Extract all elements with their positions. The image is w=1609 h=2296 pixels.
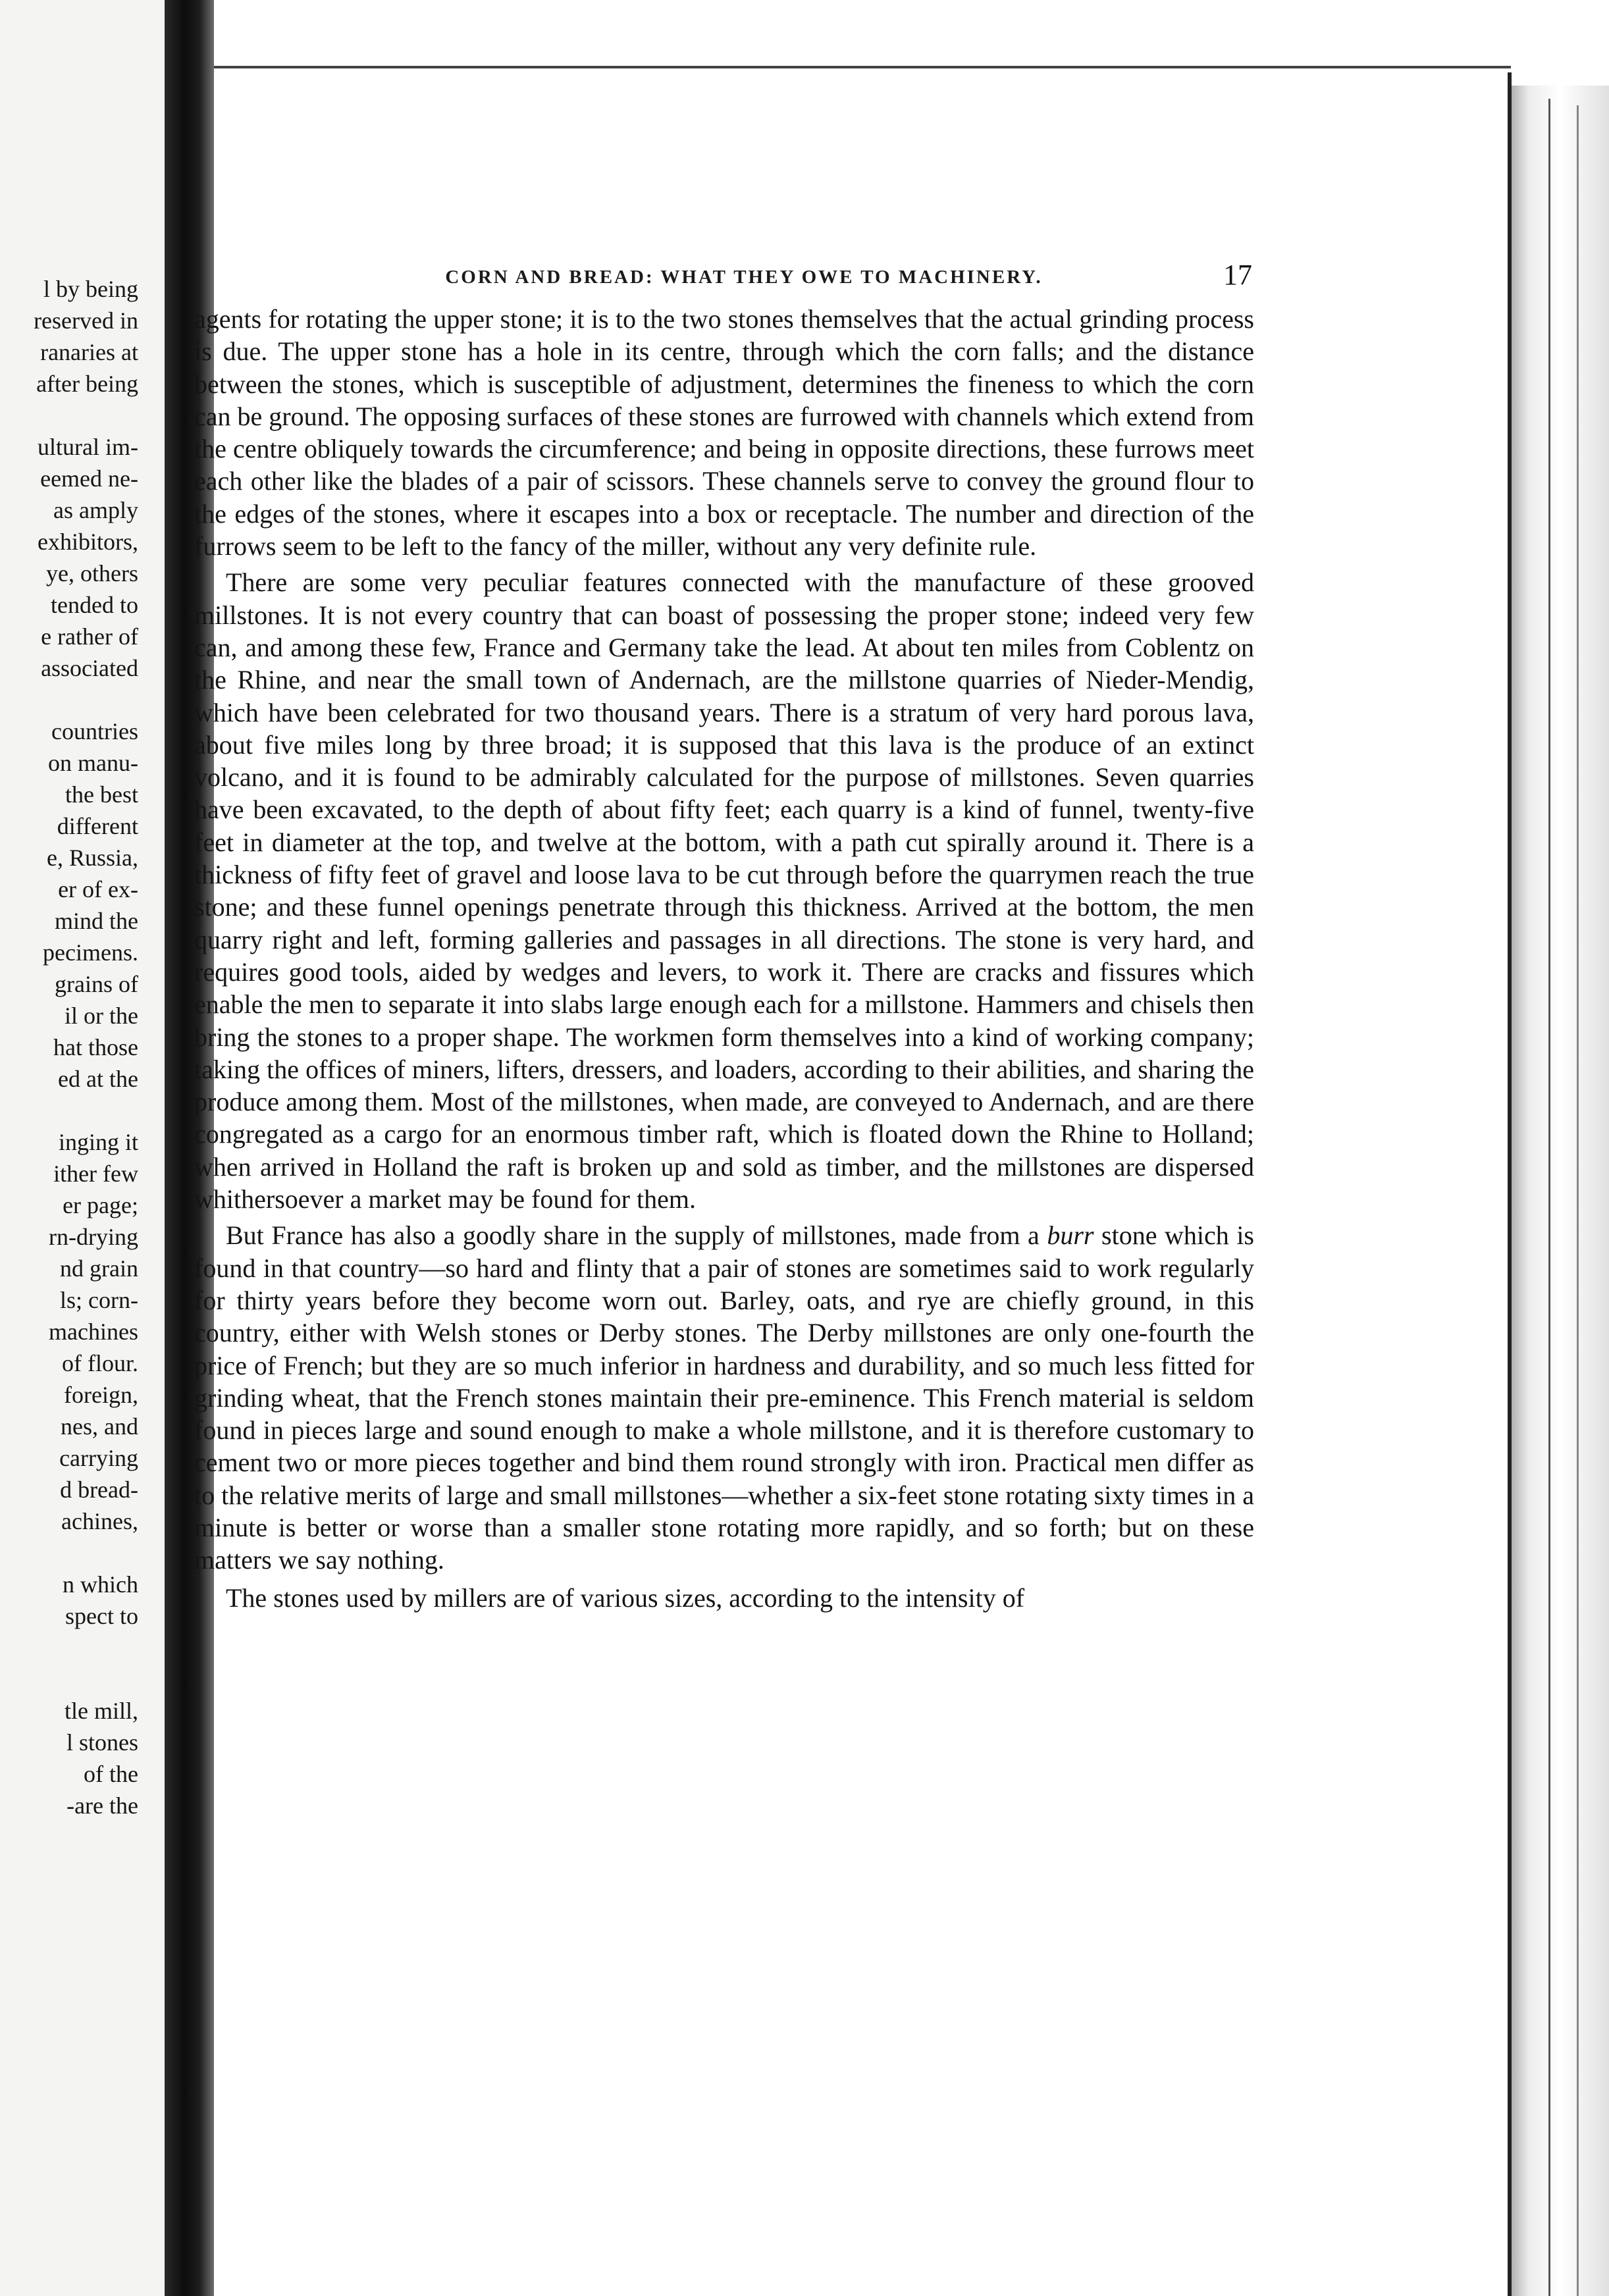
body-text [194, 303, 1254, 1618]
left-page-line: n which [63, 1571, 138, 1598]
left-page-line: hat those [53, 1034, 138, 1060]
left-page-line: l stones [66, 1729, 138, 1756]
left-page-line: countries [51, 718, 138, 744]
left-page-line: on manu- [48, 750, 138, 776]
left-page-gap [0, 1095, 138, 1126]
page-edge-line [1548, 99, 1550, 2296]
left-page-line: carrying [59, 1445, 138, 1471]
left-page-fragment [0, 0, 165, 2296]
left-page-line: l by being [43, 276, 138, 302]
paragraph-text: stone which is found in that country—so hard and flinty that a pair of stones are sometimes said to work regularly for thirty years before they become worn out. Barley, oats, and rye are chiefly ground, in this country, either with Welsh stones or Derby stones. The Derby millstones are only one-fourth the price of French; but they are so much inferior in hardness and durability, and so much less fitted for grinding wheat, that the French stones maintain their pre-eminence. This French material is seldom found in pieces large and sound enough to make a whole millstone, and it is therefore customary to cement two or more pieces together and bind them round strongly with iron. Practical men differ as to the relative merits of large and small millstones—whether a six-feet stone rotating sixty times in a minute is better or worse than a smaller stone rotating more rapidly, and so forth; but on these matters we say nothing. [194, 1220, 1255, 1575]
left-page-line: er page; [63, 1192, 138, 1218]
page-number: 17 [1223, 259, 1252, 291]
left-page-line: ed at the [58, 1066, 138, 1092]
left-page-line: of flour. [62, 1350, 138, 1376]
page-edge-line [1508, 72, 1512, 2296]
left-page-line: inging it [58, 1129, 138, 1155]
left-page-line: er of ex- [58, 876, 138, 902]
left-page-line: tle mill, [65, 1698, 138, 1724]
italic-term: burr [1047, 1220, 1094, 1251]
left-page-line: associated [41, 655, 138, 681]
paragraph-text: But France has also a goodly share in the supply of millstones, made from a [226, 1220, 1040, 1251]
left-page-line: grains of [55, 971, 138, 997]
left-page-line: ls; corn- [60, 1287, 138, 1313]
left-page-line: foreign, [64, 1382, 138, 1408]
left-page-line: eemed ne- [40, 465, 138, 492]
paragraph: There are some very peculiar features connected with the manufacture of these grooved millstones. It is not every country that can boast of possessing the proper stone; indeed very few can, and among these few, France and Germany take the lead. At about ten miles from Coblentz on the Rhine, and near the small town of Andernach, are the millstone quarries of Nieder-Mendig, which have been celebrated for two thousand years. There is a stratum of very hard porous lava, about five miles long by three broad; it is supposed that this lava is the produce of an extinct volcano, and it is found to be admirably calculated for the purpose of millstones. Seven quarries have been excavated, to the depth of about fifty feet; each quarry is a kind of funnel, twenty-five feet in diameter at the top, and twelve at the bottom, with a path cut spirally around it. There is a thickness of fifty feet of gravel and loose lava to be cut through before the quarrymen reach the true stone; and these funnel openings penetrate through this thickness. Arrived at the bottom, the men quarry right and left, forming galleries and passages in all directions. The stone is very hard, and requires good tools, aided by wedges and levers, to work it. There are cracks and fissures which enable the men to separate it into slabs large enough each for a millstone. Hammers and chisels then bring the stones to a proper shape. The workmen form themselves into a kind of working company; taking the offices of miners, lifters, dressers, and loaders, according to their abilities, and sharing the produce among them. Most of the millstones, when made, are conveyed to Andernach, and are there congregated as a cargo for an enormous timber raft, which is floated down the Rhine to Holland; when arrived in Holland the raft is broken up and sold as timber, and the millstones are dispersed whithersoever a market may be found for them. [194, 567, 1254, 1214]
left-page-line: e rather of [41, 623, 138, 650]
left-page-line: il or the [65, 1003, 138, 1029]
left-page-line: pecimens. [43, 939, 138, 966]
left-page-line: d bread- [60, 1476, 138, 1503]
left-page-line: rn-drying [49, 1224, 138, 1250]
right-page-edges [1511, 86, 1609, 2296]
running-head: CORN AND BREAD: WHAT THEY OWE TO MACHINERY. [445, 267, 1043, 288]
left-page-line: mind the [55, 908, 138, 934]
left-page-line: the best [65, 781, 138, 808]
left-page-line: after being [36, 371, 138, 397]
page-top-edge [214, 66, 1511, 68]
left-page-gap [0, 400, 138, 431]
paragraph [194, 1219, 1254, 1576]
left-page-gap [0, 1632, 138, 1663]
left-page-gap [0, 1663, 138, 1695]
paragraph: The stones used by millers are of various sizes, according to the intensity of [226, 1582, 1025, 1613]
left-page-line: of the [84, 1761, 138, 1787]
left-page-line: achines, [61, 1508, 138, 1534]
left-page-line: ranaries at [40, 339, 138, 365]
left-page-line: -are the [66, 1792, 138, 1819]
left-page-line: nd grain [60, 1255, 138, 1282]
left-page-line: reserved in [34, 307, 138, 334]
left-page-line: ultural im- [38, 434, 138, 460]
left-page-line: exhibitors, [38, 529, 138, 555]
left-page-gap [0, 684, 138, 716]
left-page-line: machines [49, 1318, 138, 1345]
left-page-line: nes, and [61, 1413, 138, 1440]
paragraph: agents for rotating the upper stone; it is to the two stones themselves that the actual grinding process is due. The upper stone has a hole in its centre, through which the corn falls; and the distance between the stones, which is susceptible of adjustment, determines the fineness to which the corn can be ground. The opposing surfaces of these stones are furrowed with channels which extend from the centre obliquely towards the circumference; and being in opposite directions, these furrows meet each other like the blades of a pair of scissors. These channels serve to convey the ground flour to the edges of the stones, where it escapes into a box or receptacle. The number and direction of the furrows seem to be left to the fancy of the miller, without any very definite rule. [194, 304, 1254, 561]
page-edge-line [1577, 105, 1579, 2296]
left-page-text [0, 273, 138, 1821]
left-page-line: ither few [53, 1161, 138, 1187]
left-page-line: tended to [51, 592, 138, 618]
left-page-line: spect to [65, 1603, 138, 1629]
left-page-line: different [57, 813, 138, 839]
left-page-line: e, Russia, [47, 845, 138, 871]
left-page-line: as amply [53, 497, 138, 523]
left-page-line: ye, others [46, 560, 138, 587]
left-page-gap [0, 1537, 138, 1569]
